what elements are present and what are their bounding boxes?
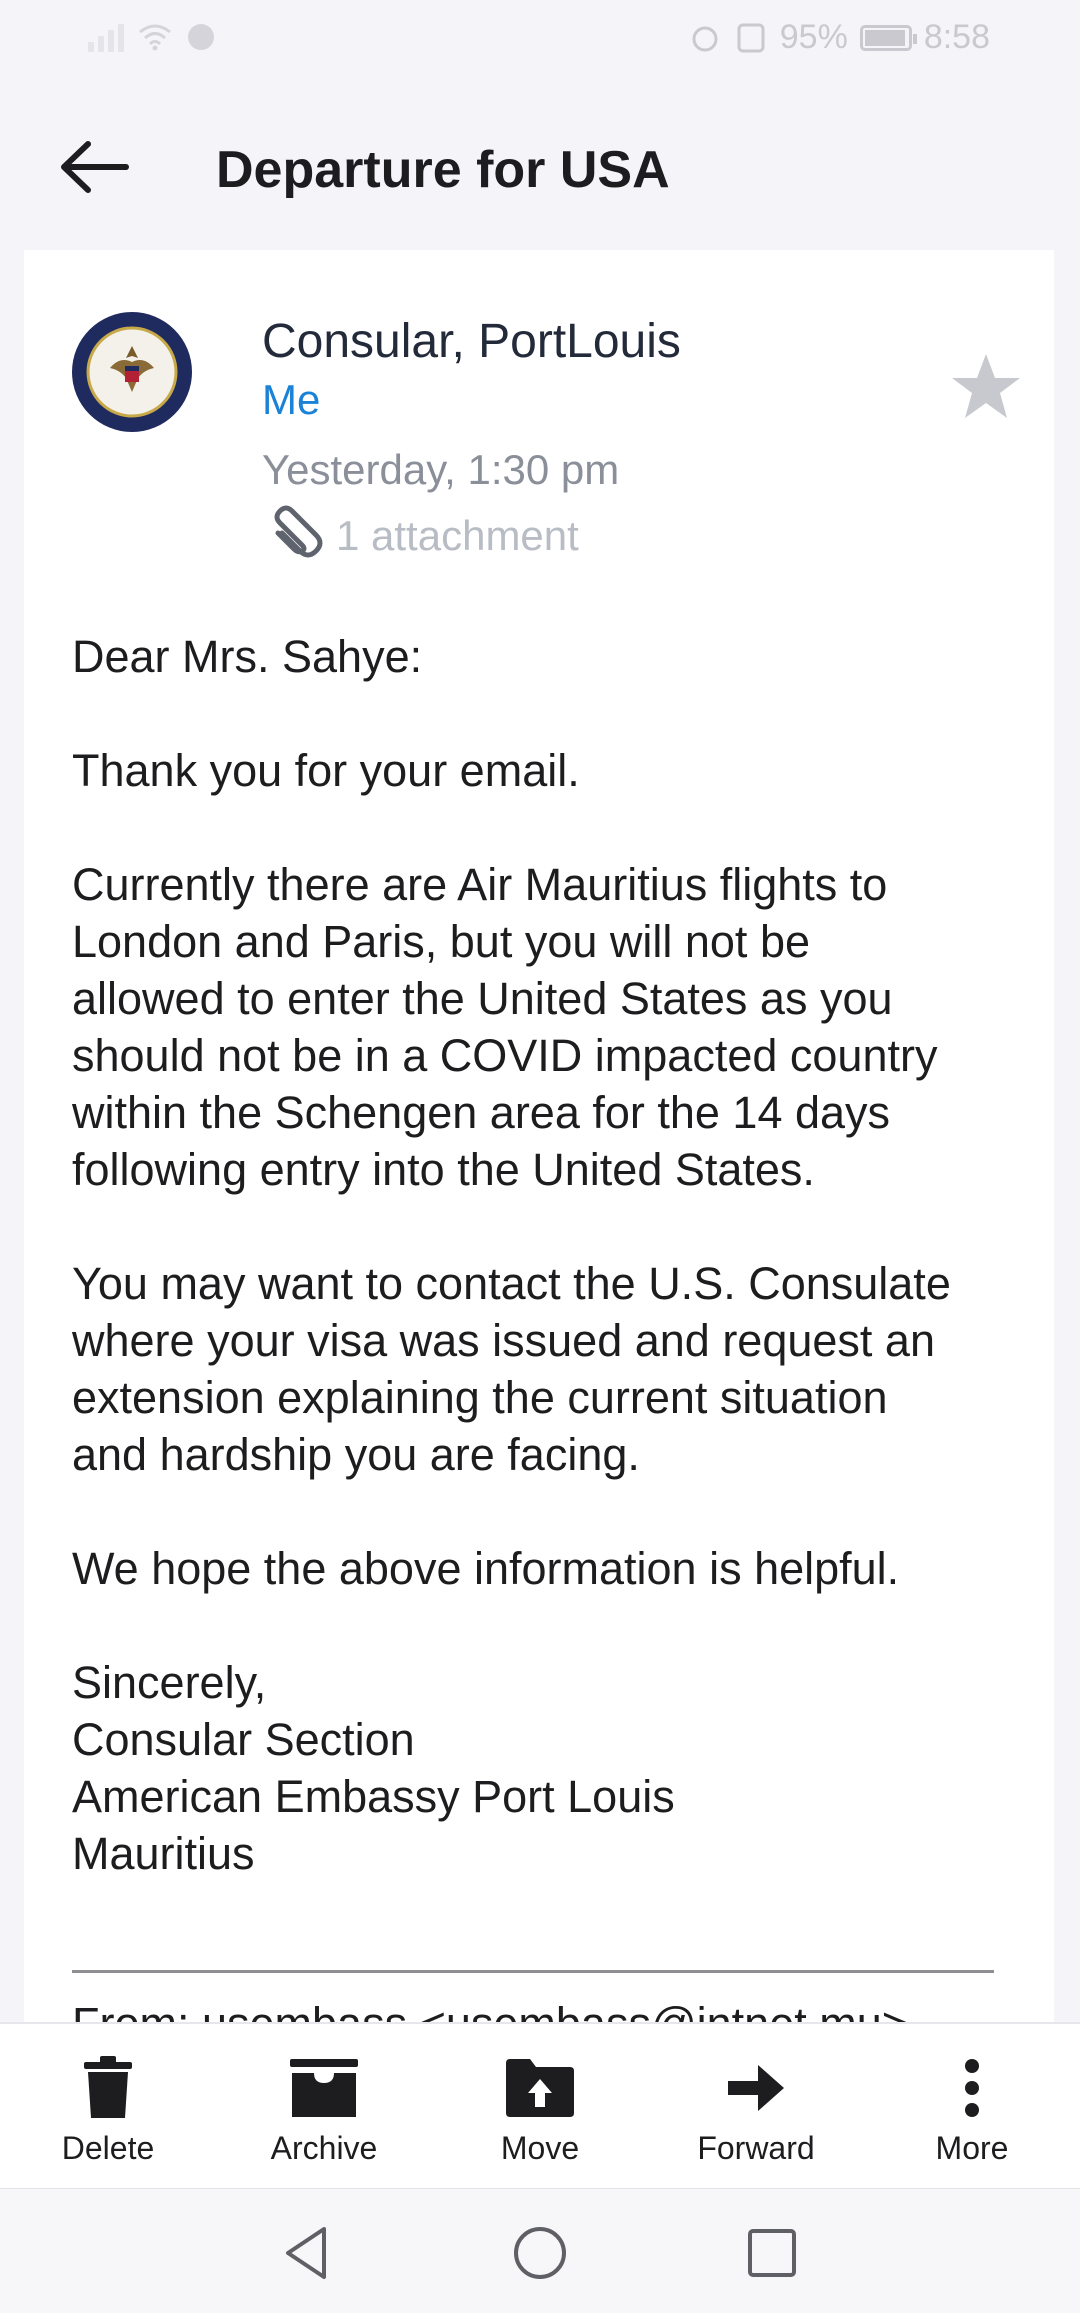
body-line: extension explaining the current situation (72, 1372, 888, 1423)
sender-name: Consular, PortLouis (262, 315, 681, 368)
wifi-icon (138, 23, 172, 51)
sender-avatar[interactable] (72, 312, 192, 432)
body-line: following entry into the United States. (72, 1144, 815, 1195)
paragraph-gap (72, 1198, 1032, 1255)
back-arrow-icon (56, 132, 136, 202)
messenger-icon (186, 22, 216, 52)
status-left-icons (88, 22, 216, 52)
signal-icon (88, 22, 124, 52)
archive-button[interactable] (216, 2024, 432, 2190)
page-title: Departure for USA (216, 141, 670, 199)
nav-recents-icon[interactable] (742, 2223, 802, 2283)
body-line: American Embassy Port Louis (72, 1771, 675, 1822)
trash-icon (82, 2056, 134, 2120)
body-line: where your visa was issued and request an (72, 1315, 935, 1366)
body-line: within the Schengen area for the 14 days (72, 1087, 891, 1138)
more-vertical-icon (964, 2058, 980, 2118)
delete-label: Delete (61, 2130, 155, 2166)
status-right-icons (688, 18, 990, 57)
more-label: More (935, 2130, 1009, 2166)
forward-button[interactable] (648, 2024, 864, 2190)
alarm-icon (688, 21, 722, 55)
message-card (24, 250, 1054, 2022)
paragraph-gap (72, 799, 1032, 856)
nav-home-icon[interactable] (510, 2223, 570, 2283)
back-button[interactable] (56, 132, 136, 202)
status-bar (0, 0, 1080, 80)
message-datetime: Yesterday, 1:30 pm (262, 446, 620, 493)
nfc-icon (734, 21, 768, 55)
archive-label: Archive (270, 2130, 378, 2166)
delete-button[interactable] (0, 2024, 216, 2190)
body-line: Mauritius (72, 1828, 255, 1879)
paragraph-gap (72, 1483, 1032, 1540)
body-line: and hardship you are facing. (72, 1429, 640, 1480)
paragraph-gap (72, 685, 1032, 742)
body-line: Thank you for your email. (72, 745, 580, 796)
battery-percentage: 95% (779, 18, 848, 56)
attachment-link[interactable] (262, 506, 579, 566)
recipient-label[interactable]: Me (262, 376, 321, 423)
message-body (72, 628, 1032, 1882)
paragraph-gap (72, 1597, 1032, 1654)
body-line: allowed to enter the United States as you (72, 973, 893, 1024)
forward-arrow-icon (728, 2065, 784, 2111)
app-header (0, 80, 1080, 250)
paperclip-icon (262, 503, 328, 569)
body-line: Dear Mrs. Sahye: (72, 631, 423, 682)
body-line: should not be in a COVID impacted country (72, 1030, 938, 1081)
quote-divider (72, 1970, 994, 1973)
body-line: You may want to contact the U.S. Consulate (72, 1258, 951, 1309)
battery-icon (860, 25, 912, 51)
star-icon[interactable] (948, 350, 1024, 426)
archive-icon (290, 2059, 358, 2117)
nav-back-icon[interactable] (278, 2223, 338, 2283)
move-label: Move (500, 2130, 580, 2166)
system-navigation-bar (0, 2188, 1080, 2313)
forward-label: Forward (697, 2130, 815, 2166)
body-line: Sincerely, (72, 1657, 267, 1708)
body-line: We hope the above information is helpful. (72, 1543, 900, 1594)
move-button[interactable] (432, 2024, 648, 2190)
action-toolbar (0, 2022, 1080, 2190)
clock: 8:58 (923, 18, 990, 56)
body-line: London and Paris, but you will not be (72, 916, 810, 967)
body-line: Currently there are Air Mauritius flights to (72, 859, 888, 910)
more-button[interactable] (864, 2024, 1080, 2190)
folder-move-icon (506, 2059, 574, 2117)
attachment-label: 1 attachment (336, 512, 579, 559)
body-line: Consular Section (72, 1714, 415, 1765)
